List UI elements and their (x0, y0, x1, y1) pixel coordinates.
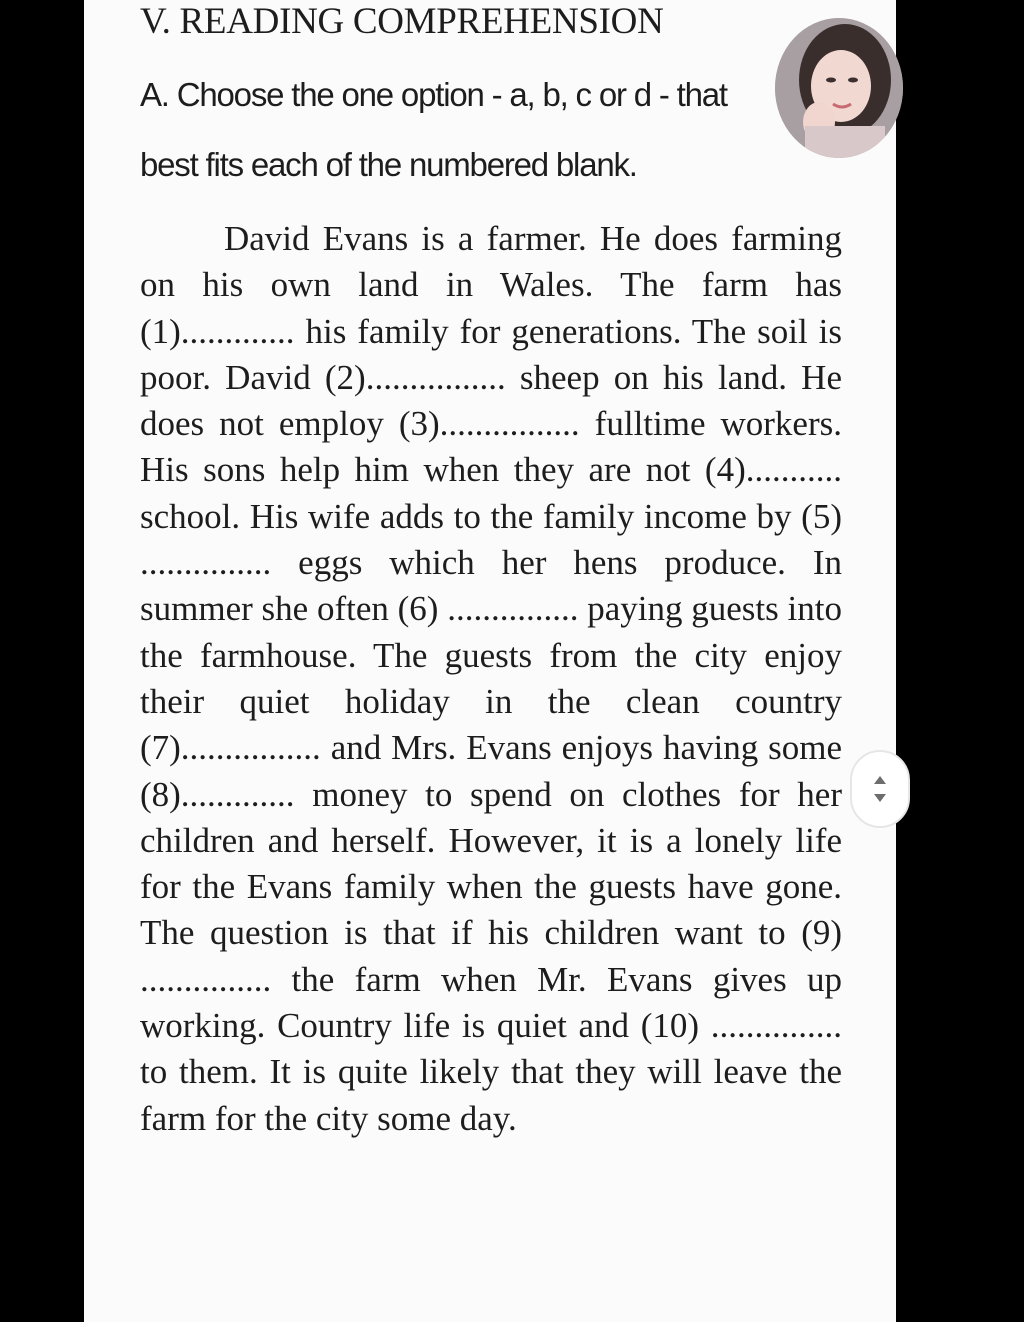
document-content (140, 0, 840, 1142)
user-avatar[interactable] (775, 18, 903, 158)
section-heading: V. READING COMPREHENSION (140, 1, 664, 42)
up-down-arrows-icon (852, 752, 908, 826)
avatar-photo-icon (775, 18, 903, 158)
page-navigation-control[interactable] (850, 750, 910, 828)
task-instruction: A. Choose the one option - a, b, c or d - that best fits each of the numbered blank. (140, 76, 727, 183)
reading-passage: David Evans is a farmer. He does farming on his own land in Wales. The farm has (1)............. his family for generations. The soil is poor. David (2)................ sheep on his land. He does not employ (3)................ fulltime workers. His sons help him when they are not (4)........... school. His wife adds to the family income by (5) ............... eggs which her hens produce. In summer she often (6) ............... paying guests into the farmhouse. The guests from the city enjoy their quiet holiday in the clean country (7)................ and Mrs. Evans enjoys having some (8)............. money to spend on clothes for her children and herself. However, it is a lonely life for the Evans family when the guests have gone. The question is that if his children want to (9) ............... the farm when Mr. Evans gives up working. Country life is quiet and (10) ............... to them. It is quite likely that they will leave the farm for the city some day. (140, 219, 842, 1138)
document-page (84, 0, 896, 1322)
